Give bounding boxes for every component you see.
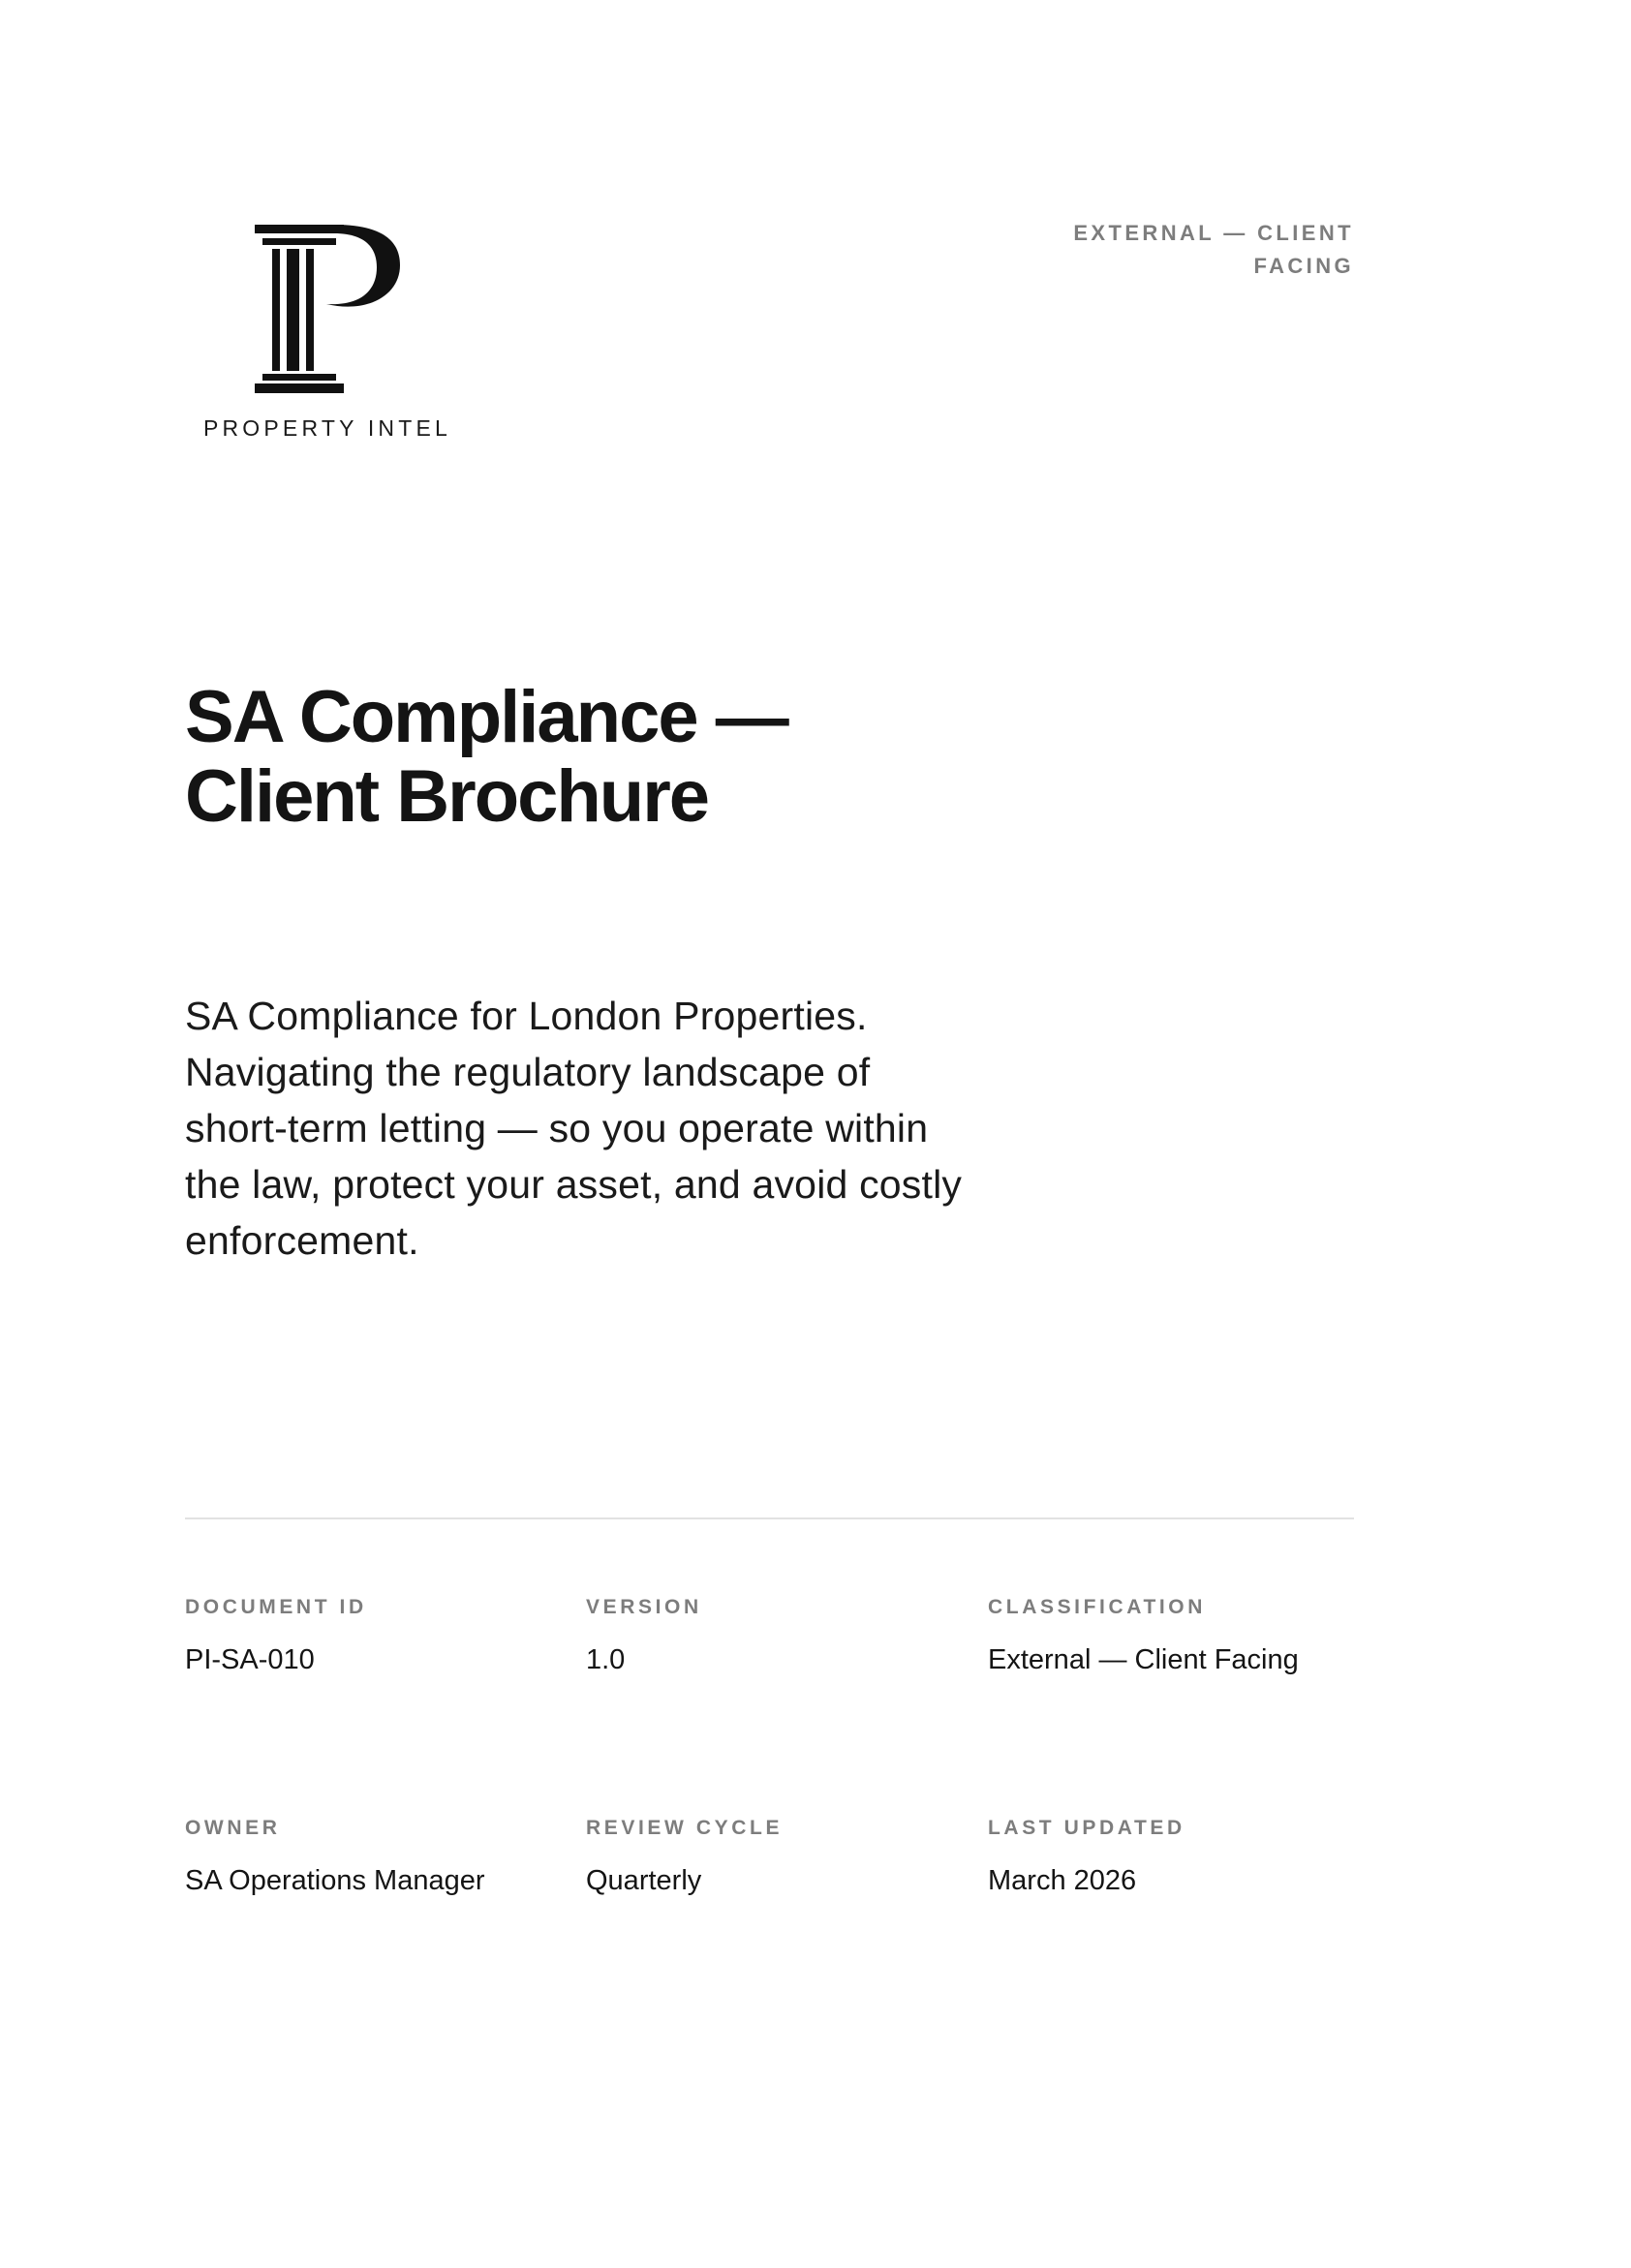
meta-value: External — Client Facing [988, 1644, 1299, 1675]
section-divider [185, 1517, 1354, 1519]
meta-value: SA Operations Manager [185, 1865, 485, 1896]
page-title [185, 678, 960, 837]
meta-review-cycle [586, 1815, 973, 1898]
meta-owner [185, 1815, 572, 1898]
intro-paragraph: SA Compliance for London Properties. Navigating the regulatory landscape of short-term letting — so you operate within the law, protect your asset, and avoid costly enforcement. [185, 994, 963, 1263]
meta-document-id [185, 1594, 572, 1677]
meta-classification [988, 1594, 1375, 1677]
meta-value: PI-SA-010 [185, 1644, 315, 1675]
meta-value: Quarterly [586, 1865, 702, 1896]
logo-wordmark: PROPERTY INTEL [202, 415, 452, 441]
title-line-1: SA Compliance — [185, 676, 787, 758]
property-intel-logo [197, 225, 458, 447]
meta-label: OWNER [185, 1817, 281, 1839]
title-line-2: Client Brochure [185, 755, 709, 838]
meta-last-updated [988, 1815, 1375, 1898]
meta-version [586, 1594, 973, 1677]
meta-value: March 2026 [988, 1865, 1137, 1896]
meta-label: LAST UPDATED [988, 1817, 1185, 1839]
meta-label: REVIEW CYCLE [586, 1817, 784, 1839]
classification-tag: EXTERNAL — CLIENT FACING [1073, 221, 1354, 278]
pillar-p-logo-icon [255, 225, 400, 395]
meta-label: VERSION [586, 1596, 702, 1618]
meta-label: CLASSIFICATION [988, 1596, 1207, 1618]
meta-value: 1.0 [586, 1644, 626, 1675]
meta-label: DOCUMENT ID [185, 1596, 367, 1618]
